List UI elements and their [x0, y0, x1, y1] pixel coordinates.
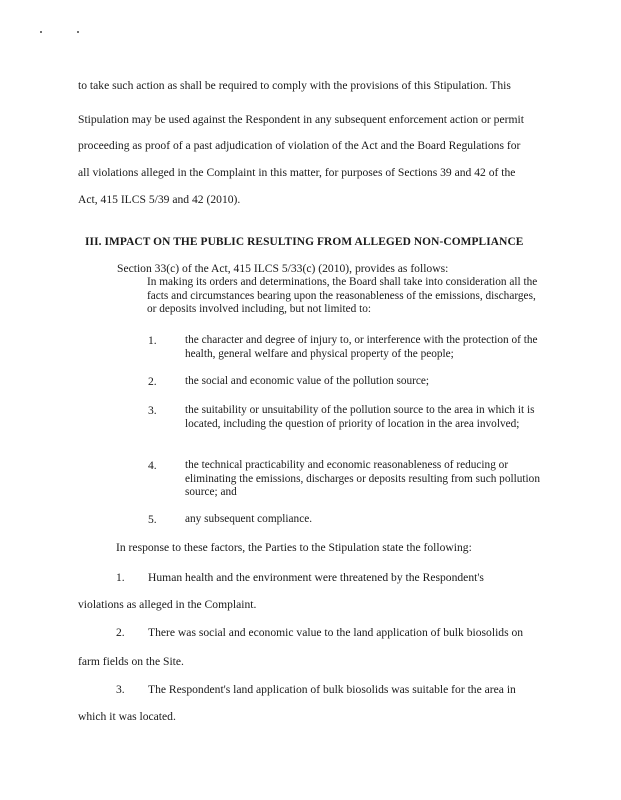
factor-number: 5. — [148, 513, 157, 526]
quote-intro: In making its orders and determinations, the Board shall take into consideration all the facts and circumstances bearing upon the reasonableness of the emissions, discharges, or deposits involved including, but not limited to: — [147, 276, 538, 316]
response-line: The Respondent's land application of bulk biosolids was suitable for the area in — [148, 683, 516, 696]
response-intro: In response to these factors, the Parties to the Stipulation state the following: — [116, 541, 472, 554]
body-line: Act, 415 ILCS 5/39 and 42 (2010). — [78, 193, 241, 206]
factor-number: 3. — [148, 404, 157, 417]
response-line: There was social and economic value to the land application of bulk biosolids on — [148, 626, 524, 639]
response-number: 3. — [116, 683, 125, 696]
factor-number: 4. — [148, 459, 157, 472]
body-line: all violations alleged in the Complaint in this matter, for purposes of Sections 39 and 42 of the — [78, 166, 516, 179]
response-line: Human health and the environment were threatened by the Respondent's — [148, 571, 484, 584]
factor-text: any subsequent compliance. — [185, 513, 313, 525]
scan-speck — [77, 31, 79, 33]
statute-intro: Section 33(c) of the Act, 415 ILCS 5/33(c) (2010), provides as follows: — [117, 262, 449, 275]
body-line: Stipulation may be used against the Respondent in any subsequent enforcement action or permit — [78, 113, 524, 126]
body-line: proceeding as proof of a past adjudication of violation of the Act and the Board Regulations for — [78, 139, 521, 152]
factor-text: the character and degree of injury to, or interference with the protection of the health, general welfare and physical property of the people; — [185, 334, 538, 360]
factor-text: the suitability or unsuitability of the pollution source to the area in which it is located, including the question of priority of location in the area involved; — [185, 404, 535, 430]
factor-text: the technical practicability and economic reasonableness of reducing or eliminating the emissions, discharges or deposits resulting from such pollution source; and — [185, 459, 540, 499]
response-line: violations as alleged in the Complaint. — [78, 598, 257, 611]
scan-speck — [40, 31, 42, 33]
response-line: farm fields on the Site. — [78, 655, 184, 668]
response-line: which it was located. — [78, 710, 176, 723]
section-heading: III. IMPACT ON THE PUBLIC RESULTING FROM ALLEGED NON-COMPLIANCE — [85, 236, 524, 248]
factor-text: the social and economic value of the pollution source; — [185, 375, 430, 387]
factor-number: 2. — [148, 375, 157, 388]
factor-number: 1. — [148, 334, 157, 347]
response-number: 1. — [116, 571, 125, 584]
response-number: 2. — [116, 626, 125, 639]
body-line: to take such action as shall be required to comply with the provisions of this Stipulation. This — [78, 79, 511, 92]
